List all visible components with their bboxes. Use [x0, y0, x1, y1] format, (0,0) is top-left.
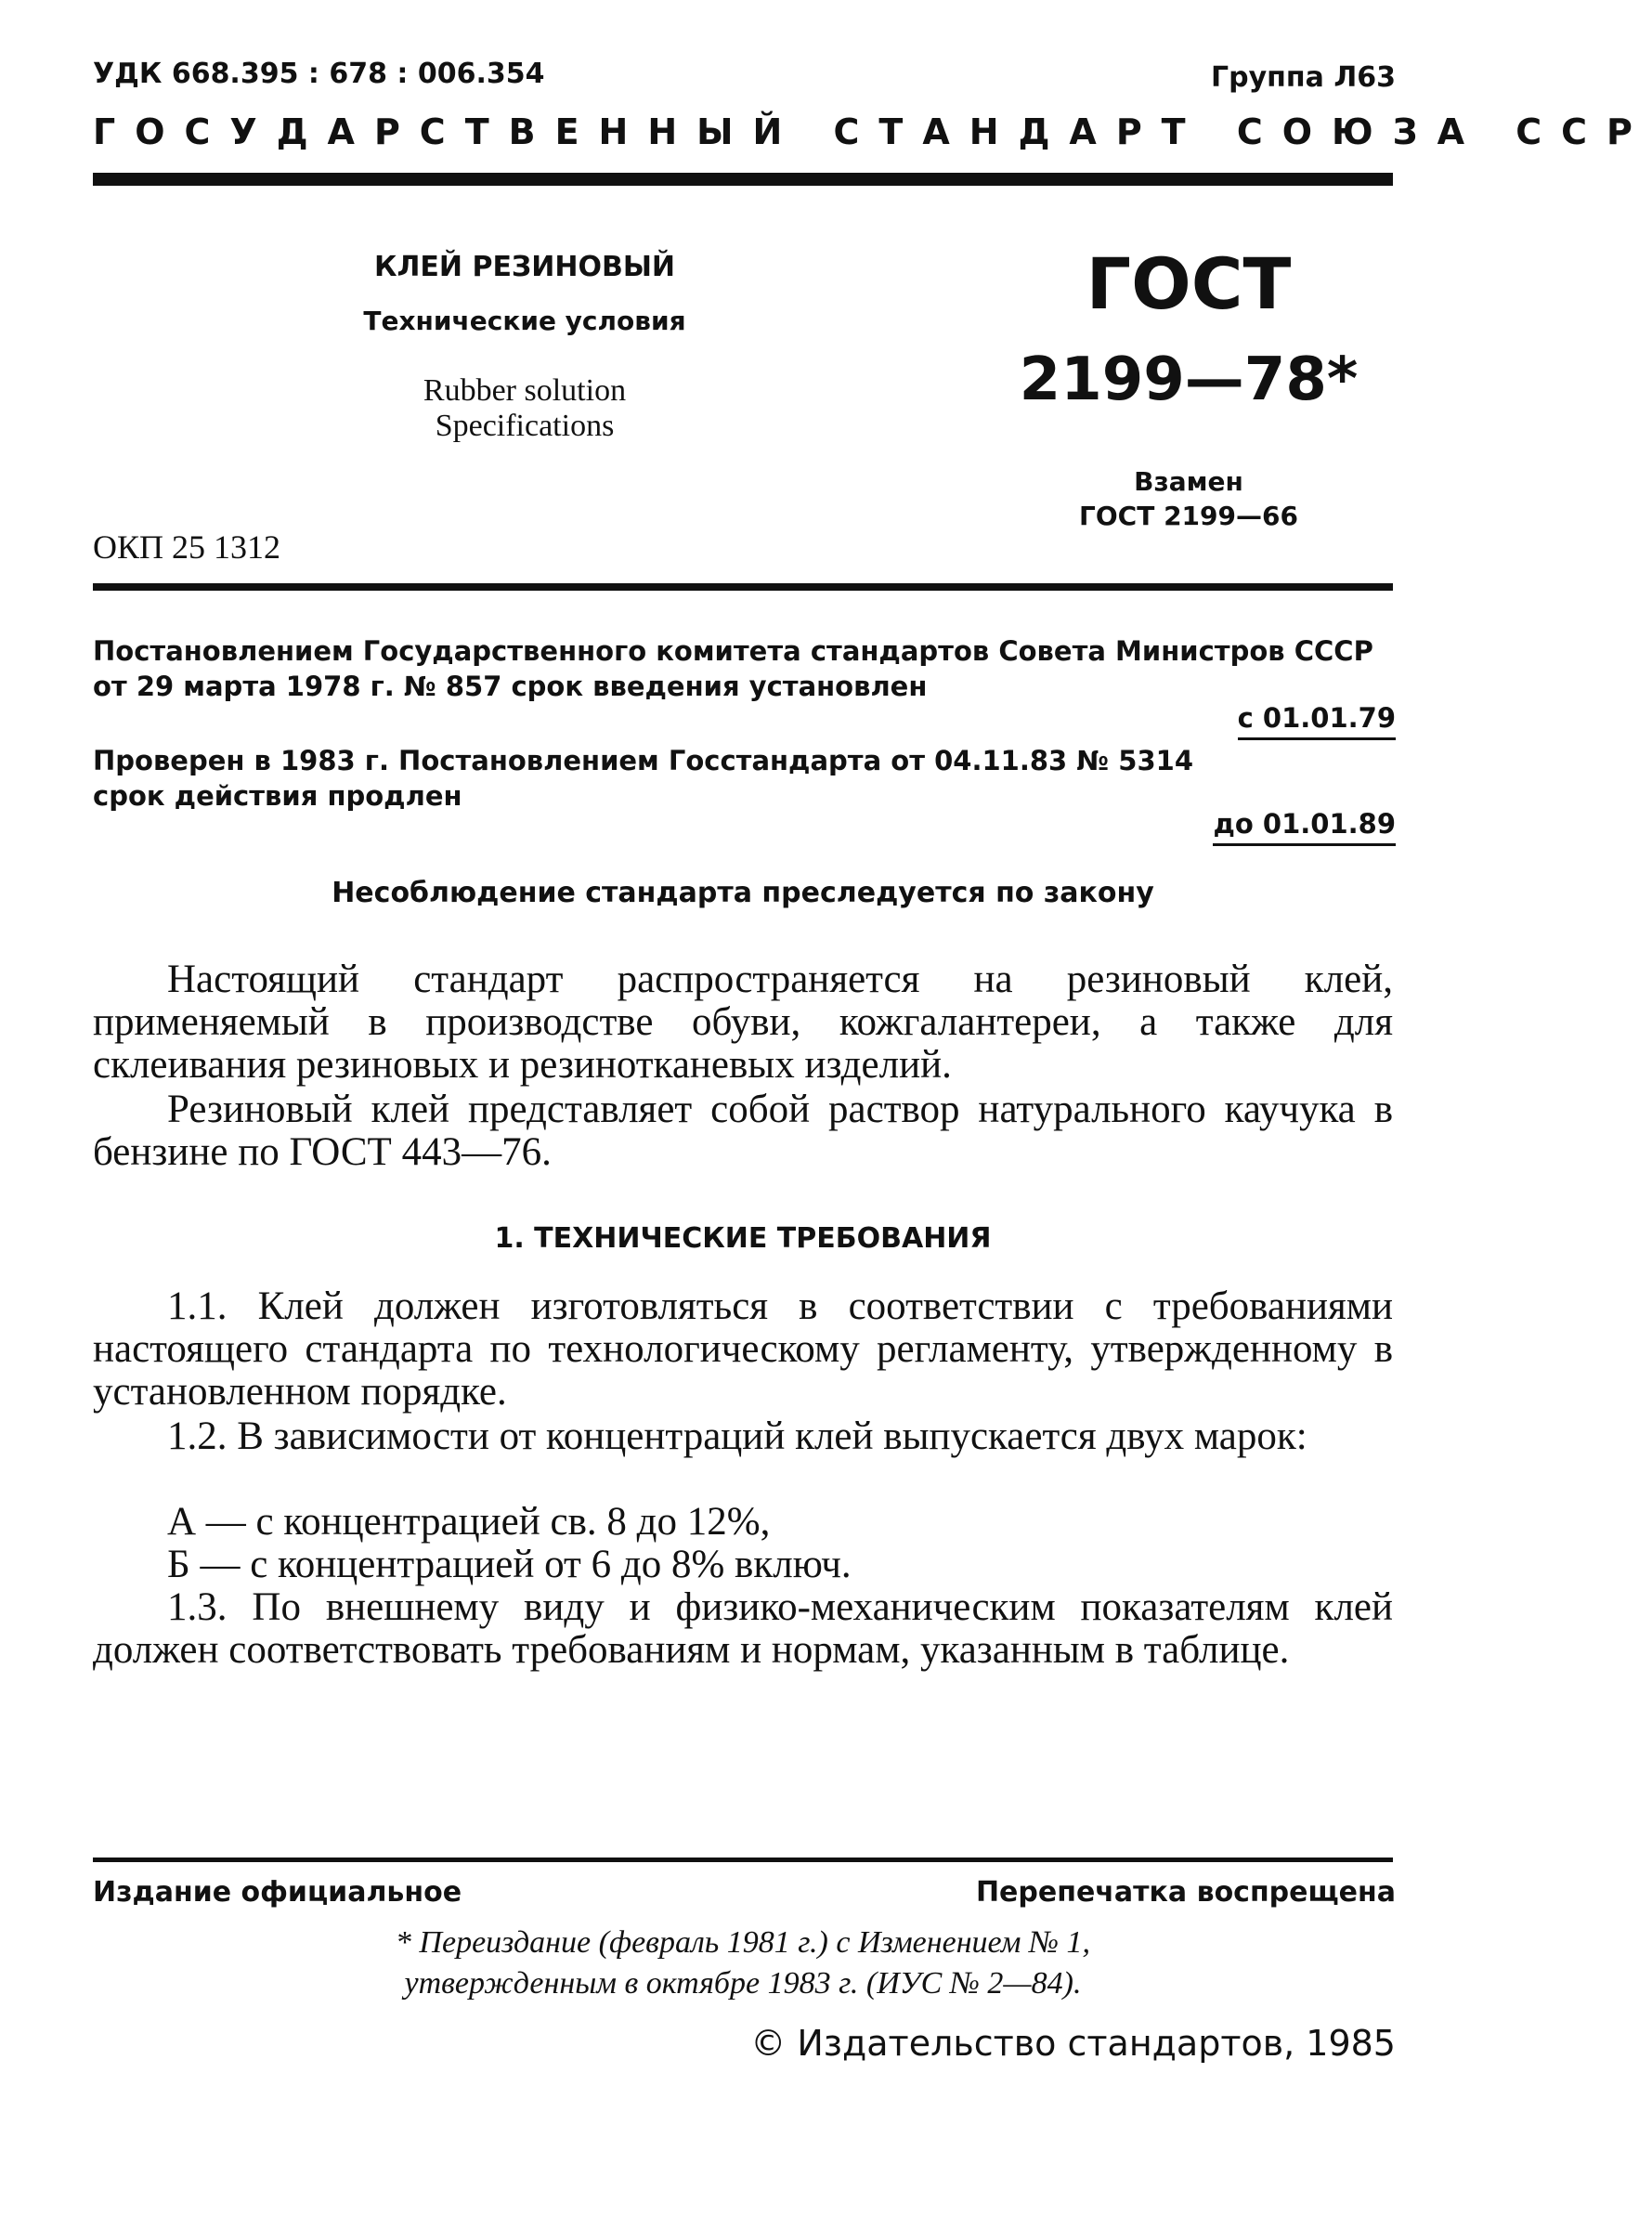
- state-standard-heading: ГОСУДАРСТВЕННЫЙ СТАНДАРТ СОЮЗА ССР: [93, 111, 1652, 152]
- intro-paragraph-1: Настоящий стандарт распространяется на резиновый клей, применяемый в производстве обуви, кожгалантереи, а также для склеивания резиновых и резинотканевых изделий.: [93, 958, 1393, 1087]
- replaces-label: Взамен: [1134, 466, 1243, 497]
- clause-1-3: 1.3. По внешнему виду и физико-механическим показателям клей должен соответствовать требованиям и нормам, указанным в таблице.: [93, 1585, 1393, 1672]
- gost-label: ГОСТ: [1086, 242, 1292, 325]
- document-title: КЛЕЙ РЕЗИНОВЫЙ: [373, 251, 676, 283]
- reprint-notice: Перепечатка воспрещена: [975, 1876, 1396, 1909]
- effective-date: с 01.01.79: [1238, 702, 1396, 740]
- document-subtitle: Технические условия: [363, 306, 686, 336]
- revision-text: Проверен в 1983 г. Постановлением Госстандарта от 04.11.83 № 5314 срок действия продлен: [93, 745, 1194, 812]
- footnote-line-2: утвержденным в октябре 1983 г. (ИУС № 2—84).: [404, 1966, 1082, 2001]
- grade-b: Б — с концентрацией от 6 до 8% включ.: [167, 1543, 852, 1586]
- clause-1-1: 1.1. Клей должен изготовляться в соответствии с требованиями настоящего стандарта по технологическому регламенту, утвержденному в установленном порядке.: [93, 1284, 1393, 1414]
- grade-a: А — с концентрацией св. 8 до 12%,: [167, 1500, 771, 1544]
- clause-1-2: 1.2. В зависимости от концентраций клей выпускается двух марок:: [167, 1414, 1307, 1458]
- copyright: © Издательство стандартов, 1985: [750, 2023, 1396, 2064]
- okp-code: ОКП 25 1312: [93, 528, 281, 566]
- gost-block: [1003, 240, 1374, 531]
- section-heading: 1. ТЕХНИЧЕСКИЕ ТРЕБОВАНИЯ: [494, 1222, 992, 1255]
- footnote-line-1: * Переиздание (февраль 1981 г.) с Изменением № 1,: [395, 1925, 1091, 1960]
- english-subtitle: Specifications: [435, 409, 615, 443]
- title-block: [325, 251, 724, 444]
- top-divider: [93, 173, 1393, 186]
- decree-text: Постановлением Государственного комитета стандартов Совета Министров СССР от 29 марта 1978 г. № 857 срок введения установлен: [93, 635, 1373, 702]
- footer-divider: [93, 1858, 1393, 1862]
- udk-code: УДК 668.395 : 678 : 006.354: [93, 58, 545, 90]
- group-code: Группа Л63: [1211, 61, 1396, 94]
- replaced-standard: ГОСТ 2199—66: [1079, 501, 1298, 531]
- english-title: Rubber solution: [423, 373, 627, 408]
- legal-warning: Несоблюдение стандарта преследуется по закону: [332, 877, 1154, 909]
- middle-divider: [93, 583, 1393, 591]
- intro-paragraph-2: Резиновый клей представляет собой раствор натурального каучука в бензине по ГОСТ 443—76.: [93, 1088, 1393, 1174]
- gost-number: 2199—78*: [1019, 345, 1359, 414]
- edition-label: Издание официальное: [93, 1876, 462, 1909]
- footnote: [93, 1923, 1393, 2004]
- expiry-date: до 01.01.89: [1213, 808, 1396, 846]
